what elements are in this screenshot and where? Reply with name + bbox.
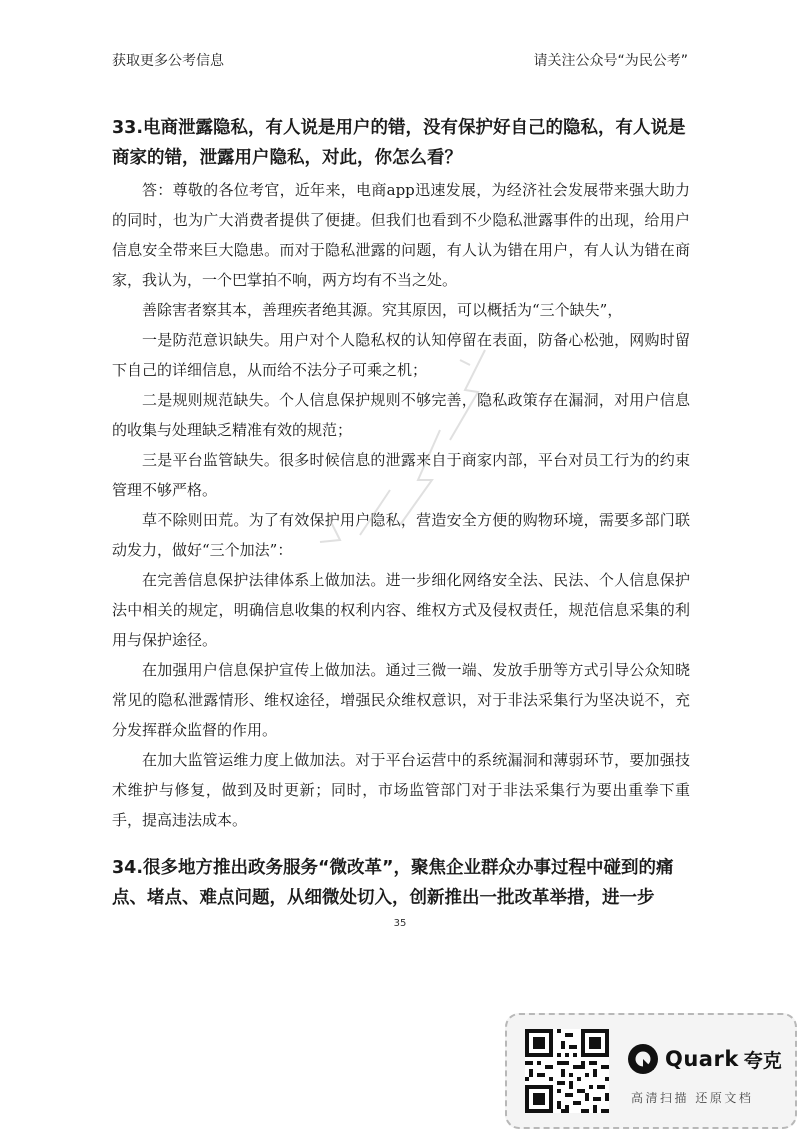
answer-paragraph: 一是防范意识缺失。用户对个人隐私权的认知停留在表面，防备心松弛，网购时留下自己的详细信息，从而给不法分子可乘之机； [112,331,690,379]
header-left-text: 获取更多公考信息 [112,53,224,69]
qr-code-icon [525,1029,609,1113]
quark-scan-badge [505,1013,797,1129]
quark-q-icon [627,1043,659,1075]
answer-paragraph: 在完善信息保护法律体系上做加法。进一步细化网络安全法、民法、个人信息保护法中相关的规定，明确信息收集的权利内容、维权方式及侵权责任，规范信息采集的利用与保护途径。 [112,571,690,649]
answer-paragraph: 草不除则田荒。为了有效保护用户隐私，营造安全方便的购物环境，需要多部门联动发力，做好“三个加法”： [112,511,690,559]
answer-paragraph: 二是规则规范缺失。个人信息保护规则不够完善，隐私政策存在漏洞，对用户信息的收集与处理缺乏精准有效的规范； [112,391,690,439]
header-right-text: 请关注公众号“为民公考” [533,53,688,69]
quark-brand: Quark [665,1047,739,1071]
answer-paragraph: 三是平台监管缺失。很多时候信息的泄露来自于商家内部，平台对员工行为的约束管理不够严格。 [112,451,690,499]
quark-brand-cn: 夸克 [743,1049,782,1072]
answer-paragraph: 善除害者察其本，善理疾者绝其源。究其原因，可以概括为“三个缺失”， [142,301,623,319]
document-body [112,113,690,915]
question-34-title: 34.很多地方推出政务服务“微改革”，聚焦企业群众办事过程中碰到的痛点、堵点、难点问题，从细微处切入，创新推出一批改革举措，进一步 [112,858,674,908]
answer-paragraph: 答：尊敬的各位考官，近年来，电商app迅速发展，为经济社会发展带来强大助力的同时，也为广大消费者提供了便捷。但我们也看到不少隐私泄露事件的出现，给用户信息安全带来巨大隐患。而对于隐私泄露的问题，有人认为错在用户，有人认为错在商家，我认为，一个巴掌拍不响，两方均有不当之处。 [112,181,690,289]
quark-logo [627,1041,782,1077]
answer-paragraph: 在加强用户信息保护宣传上做加法。通过三微一端、发放手册等方式引导公众知晓常见的隐私泄露情形、维权途径，增强民众维权意识，对于非法采集行为坚决说不，充分发挥群众监督的作用。 [112,661,690,739]
page-header [112,50,688,72]
answer-paragraph: 在加大监管运维力度上做加法。对于平台运营中的系统漏洞和薄弱环节，要加强技术维护与修复，做到及时更新；同时，市场监管部门对于非法采集行为要出重拳下重手，提高违法成本。 [112,751,690,829]
question-33-title: 33.电商泄露隐私，有人说是用户的错，没有保护好自己的隐私，有人说是商家的错，泄露用户隐私，对此，你怎么看？ [112,118,686,168]
page-number: 35 [393,918,407,929]
section-gap [112,835,690,853]
quark-slogan: 高清扫描 还原文档 [631,1091,754,1105]
